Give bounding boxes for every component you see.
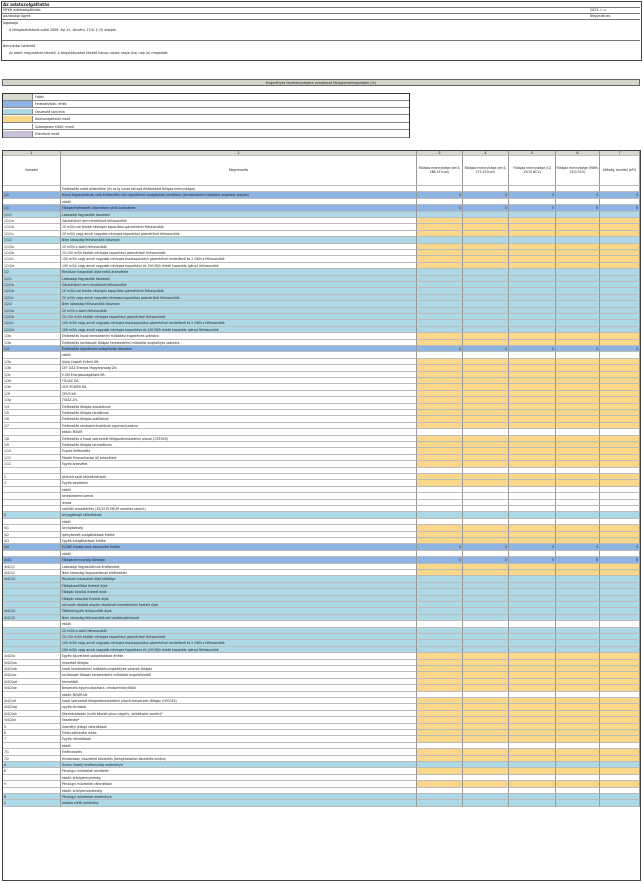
data-table <box>2 150 641 881</box>
row-code: 4/4/1/4 <box>3 608 61 614</box>
row-label: ebből: MAVIR-tól <box>61 692 417 698</box>
divider <box>2 13 640 14</box>
row-label: Nem lakossági felhasználók összesen <box>61 301 417 307</box>
row-code: 1/1/2c <box>3 256 61 262</box>
row-label: 20-100 m3/h közötti névleges kapacitású gázmérővel felhasználók <box>61 634 417 640</box>
header-cell: MFKH adatszolgáltatás <box>3 8 41 12</box>
legend-swatch <box>3 109 33 115</box>
divider <box>2 40 640 41</box>
row-label: ebből <box>61 352 417 358</box>
row-label: Többlet/egyéb felhasználói díjak <box>61 608 417 614</box>
row-code: 1/2/2b <box>3 314 61 320</box>
row-label: Értékesítés rendszerirányítónak egyensúlyozásra <box>61 423 417 429</box>
row-label: Értékesítés korlátozott földgáz kereskedelmi működési engedélyes számára <box>61 340 417 346</box>
row-label: ebből <box>61 621 417 627</box>
value-cell: 0 <box>556 544 600 550</box>
value-cell: 0 <box>556 192 600 198</box>
row-label: 100 m3/h vagy annál nagyobb névleges összkapacitású gázmérővel rendelkező és 2 GWh-s felhasználók <box>61 256 417 262</box>
row-code: 1/11 <box>3 455 61 461</box>
row-label: Lakossági fogyasztók összesen <box>61 212 417 218</box>
legend-row <box>3 124 409 131</box>
column-header: Földgáz mennyisége (MWh, 25/0 GCV) <box>556 156 600 186</box>
row-code: 4/4/2/af <box>3 698 61 704</box>
divider <box>2 7 640 8</box>
row-code: C <box>3 800 61 806</box>
legend-row <box>3 101 409 108</box>
column-number: 2 <box>61 151 417 156</box>
row-label: ebből <box>61 199 417 205</box>
row-code: 9 <box>3 781 61 787</box>
header-cell: gazdasági ügyek <box>3 14 31 18</box>
row-code: 1/2/2a <box>3 308 61 314</box>
row-label: Pénzügyi műveletek bevételei <box>61 768 417 774</box>
row-label: Veszteség* <box>61 717 417 723</box>
legend-swatch <box>3 116 33 122</box>
legend-label: Összesítő sor/cella <box>35 109 65 114</box>
row-label: CEF GÁZ Energia Magyarország Zrt. <box>61 365 417 371</box>
row-code: 1/6 <box>3 416 61 422</box>
row-code: 1/1/1c <box>3 231 61 237</box>
row-label: Földgázszállítási fizetett díjak <box>61 583 417 589</box>
row-code: 1/3b <box>3 340 61 346</box>
row-code: 4/4/1/3 <box>3 576 61 582</box>
row-code: 1/3g <box>3 397 61 403</box>
row-label: Földgáz tárolási fizetett díjak <box>61 589 417 595</box>
legend-swatch <box>3 94 33 100</box>
row-label: Értékesítés földgáz szállítónak <box>61 416 417 422</box>
row-code: 1/1/1 <box>3 212 61 218</box>
row-label: Aktivált saját teljesítmények <box>61 474 417 480</box>
row-label: Készletváltozás (nyitó készlet plusz negatív, zárókészlet pozitív)* <box>61 711 417 717</box>
row-label: TIGÁZ Zrt. <box>61 397 417 403</box>
row-label: Igénybevett szolgáltatások értéke <box>61 532 417 538</box>
row-code: 1/3e <box>3 384 61 390</box>
row-code: 1/3 <box>3 346 61 352</box>
row-label: 20-100 m3/h közötti névleges kapacitású gázmérővel felhasználók <box>61 250 417 256</box>
legend-row <box>3 131 409 138</box>
legend-row <box>3 116 409 123</box>
value-cell: 0 <box>556 346 600 352</box>
value-cell: 0 <box>509 205 556 211</box>
row-label: Hivatalosan visszatérő követelés (behajthatatlan követelés leírása) <box>61 756 417 762</box>
row-label: Üzemi (üzleti) tevékenység eredménye <box>61 762 417 768</box>
row-label: 20 m3/h vagy annál nagyobb névleges kapacitású gázmérővel felhasználók <box>61 231 417 237</box>
column-number: 5 <box>509 151 556 156</box>
row-label: Adózás előtti eredmény <box>61 800 417 806</box>
row-label: ebből <box>61 551 417 557</box>
row-code: 1/2/2d <box>3 327 61 333</box>
row-code: 7/2 <box>3 756 61 762</box>
deadline-label: Benyújtási határidő <box>3 44 36 48</box>
row-code: 1/3d <box>3 378 61 384</box>
row-label: 20 m3/h-s alatti felhasználók <box>61 628 417 634</box>
column-number: 3 <box>417 151 463 156</box>
legend-swatch <box>3 131 33 137</box>
row-code: 1/2/1a <box>3 282 61 288</box>
row-label: 20-100 m3/h közötti névleges kapacitású gázmérővel felhasználók <box>61 314 417 320</box>
row-code: 4/4/2/a <box>3 653 61 659</box>
row-code: 5 <box>3 724 61 730</box>
row-label: korlátozott földgáz kereskedelmi működési engedélyestől <box>61 672 417 678</box>
legend-label: Fedezeti/Kalk. érték <box>35 102 67 107</box>
section-banner: Engedélyes tevékenységére vonatkozó földgázmérlegadatok (%) <box>2 79 640 86</box>
legend-label: Adatszolgáltatói mező <box>35 117 71 122</box>
row-code: 1/4 <box>3 404 61 410</box>
column-number: 7 <box>600 151 640 156</box>
legend-row <box>3 109 409 116</box>
row-code: 4/1 <box>3 525 61 531</box>
value-cell: 0 <box>556 557 600 563</box>
row-code: 4/4/1/1 <box>3 564 61 570</box>
row-label: 20 m3/h-nál kisebb névleges kapacitású gázmérővel felhasználók <box>61 288 417 294</box>
row-code: 4/4/2/ad <box>3 679 61 685</box>
row-label: Értékcsökkenési leírás <box>61 730 417 736</box>
row-code: 1/3b <box>3 365 61 371</box>
row-label: Lakossági fogyasztók összesen <box>61 276 417 282</box>
row-label: Alpiq Csepeli Erőmű Kft. <box>61 359 417 365</box>
row-code: 1/1/2a <box>3 244 61 250</box>
divider <box>2 19 640 20</box>
header-cell: 2023. I. n. <box>590 8 607 12</box>
row-code: 4/4/2/ag <box>3 704 61 710</box>
row-code: 1/1 <box>3 192 61 198</box>
row-label: Értékesítés a hazai szervezett földgázkereskedelmi piacon (CEEGEX) <box>61 436 417 442</box>
row-code: 1/2/2 <box>3 301 61 307</box>
row-label: 100 m3/h vagy annál nagyobb névleges összkapacitású gázmérővel rendelkező és 2 GWh-s felhasználók <box>61 320 417 326</box>
row-code: 3 <box>3 480 61 486</box>
row-code: 1/8 <box>3 436 61 442</box>
row-label: Egyéb árbevétel <box>61 461 417 467</box>
row-label: Anyagjellegű ráfordítások <box>61 512 417 518</box>
column-number: 1 <box>3 151 61 156</box>
row-code: 1/3c <box>3 372 61 378</box>
row-label: lemaz <box>61 500 417 506</box>
row-label: 100 m3/h vagy annál nagyobb névleges kapacitású és 100 MJ/h feletti kapacitás igényű felhasználók <box>61 327 417 333</box>
row-label: Lakossági fogyasztóknak értékesített <box>61 564 417 570</box>
row-code: 4/4/1 <box>3 557 61 563</box>
row-label: Földgázértékesítés árbevétele nettó árbevétele <box>61 205 417 211</box>
row-code: 4/4/2/ah <box>3 711 61 717</box>
row-label: Beszerzés egyensúlyozásra, rendszerirányítótól <box>61 685 417 691</box>
row-label: szállítói visszatérítés (35/2019 ERÜM rendelet szerint) <box>61 506 417 512</box>
row-label: Értékesítés hazai kereskedelmi működési engedélyes számára <box>61 333 417 339</box>
row-label: E.ON Energiaszolgáltató Kft. <box>61 372 417 378</box>
row-label: 20 m3/h-s alatti felhasználók <box>61 244 417 250</box>
row-code: 4/4/2/ai <box>3 717 61 723</box>
row-code: 4/4 <box>3 544 61 550</box>
row-code: 4/3 <box>3 538 61 544</box>
column-header: Földgáz mennyisége (GJ 15/15 NCV) <box>509 156 556 186</box>
row-code: 1/3a <box>3 359 61 365</box>
row-label: termelőtől <box>61 679 417 685</box>
value-cell <box>556 800 600 806</box>
row-code: 1/1/2d <box>3 263 61 269</box>
row-code: 4/4/2/ab <box>3 666 61 672</box>
value-cell: 0 <box>600 205 640 211</box>
value-cell <box>600 800 640 806</box>
row-label: Anyagköltség <box>61 525 417 531</box>
row-label: hazai kereskedelmi működési engedélyes vásárolt földgáz <box>61 666 417 672</box>
value-cell: 0 <box>600 346 640 352</box>
row-label: Importált földgáz <box>61 660 417 666</box>
value-cell: 0 <box>463 346 509 352</box>
legend <box>2 93 410 138</box>
value-cell: 0 <box>463 205 509 211</box>
row-code: 1/2/2c <box>3 320 61 326</box>
row-label: Értékesítés nettó árbevétele (év az Ig hozzá tartozó értékesített földgáz mennyiségei) <box>61 186 417 192</box>
value-cell: 0 <box>463 544 509 550</box>
row-label: 100 m3/h vagy annál nagyobb névleges kapacitású és 100 MJ/h feletti kapacitás igényű felhasználók <box>61 647 417 653</box>
row-code: 4/4/2/ac <box>3 672 61 678</box>
row-label: 20 m3/h vagy annál nagyobb névleges kapacitású gázmérővel felhasználók <box>61 295 417 301</box>
row-code: 1/3f <box>3 391 61 397</box>
value-cell: 0 <box>600 192 640 198</box>
row-code: 4/4/1/5 <box>3 615 61 621</box>
row-label: Nem lakossági fogyasztóknak értékesített <box>61 570 417 576</box>
row-label: Egyéb közvetített szolgáltatások értéke <box>61 653 417 659</box>
column-header: Földgáz mennyisége (em3, 288,15 K-on) <box>417 156 463 186</box>
row-label: 20 m3/h-nál kisebb névleges kapacitású gázmérővel felhasználók <box>61 224 417 230</box>
row-label: ebből <box>61 519 417 525</box>
row-label: Földgáz elosztási fizetett díjak <box>61 596 417 602</box>
row-label: ebből: árfolyamveszteség <box>61 788 417 794</box>
value-cell: 0 <box>417 544 463 550</box>
row-label: Modell finanszírozási díj árbevétele <box>61 455 417 461</box>
value-cell: 0 <box>556 205 600 211</box>
legend-swatch <box>3 124 33 130</box>
row-code: 1/1/1a <box>3 218 61 224</box>
row-code: 6 <box>3 730 61 736</box>
row-label: OPUS Kft. <box>61 391 417 397</box>
row-code: 1/1/2b <box>3 250 61 256</box>
basis-label: Jogalapja <box>3 21 19 25</box>
row-code: 1/2/1c <box>3 295 61 301</box>
row-label: Értékesítés földgáz elosztóknak <box>61 404 417 410</box>
row-code: A <box>3 762 61 768</box>
column-header: Megnevezés <box>61 156 417 186</box>
row-label: Nem lakossági felhasználók összesen <box>61 237 417 243</box>
row-label: ebből: MAVIR <box>61 429 417 435</box>
row-label: Rendszer használati díjak költsége <box>61 576 417 582</box>
row-code: B <box>3 794 61 800</box>
legend-row <box>3 94 409 101</box>
column-header: Költség, bevétel (eFt) <box>600 156 640 186</box>
row-label: Nem lakossági felhasználóknak továbbszámlázott <box>61 615 417 621</box>
row-label: ezf.során átadott alapján elszámolt kereskedelmi fizetett díjak <box>61 602 417 608</box>
row-code: 4 <box>3 512 61 518</box>
column-number: 4 <box>463 151 509 156</box>
deadline-text: Az adott negyedévet követő, a tárgyidőszakot követő hónap utolsó napja (ha) nap (a) megadott. <box>9 51 169 55</box>
row-code: 4/4/2/ae <box>3 685 61 691</box>
legend-swatch <box>3 101 33 107</box>
row-label: Pénzügyi műveletek eredménye <box>61 794 417 800</box>
row-code: 2 <box>3 474 61 480</box>
basis-text: A földgázellátásról szóló 2008. évi XL. törvény 17/A. § (3) alapján <box>9 28 117 32</box>
value-cell: 0 <box>417 205 463 211</box>
row-label: 20 m3/h-s alatti felhasználók <box>61 308 417 314</box>
value-cell: 0 <box>463 557 509 563</box>
row-label: Pénzügyi műveletek ráfordításai <box>61 781 417 787</box>
row-code: 1/2 <box>3 269 61 275</box>
row-label: ebből <box>61 487 417 493</box>
row-label: egyéb forrásból <box>61 704 417 710</box>
value-cell: 0 <box>417 346 463 352</box>
row-code: 1/10 <box>3 448 61 454</box>
row-label: 100 m3/h vagy annál nagyobb névleges összkapacitású gázmérővel rendelkező és 2 GWh-s felhasználók <box>61 640 417 646</box>
row-code: 8 <box>3 768 61 774</box>
row-code: 1/3a <box>3 333 61 339</box>
value-cell <box>417 800 463 806</box>
row-code: 4/2 <box>3 532 61 538</box>
row-label: Személyi jellegű ráfordítások <box>61 724 417 730</box>
row-label: FŐGÁZ Zrt. <box>61 378 417 384</box>
row-code: 1/1/2 <box>3 237 61 243</box>
row-code: 1/1 <box>3 205 61 211</box>
row-label: hazai szervezett földgázkereskedelmi piacról beszerzett földgáz (CEEGEX) <box>61 698 417 704</box>
row-label: Gázmérővel nem rendelkező felhasználók <box>61 282 417 288</box>
value-cell: 0 <box>600 557 640 563</box>
row-label: Értékesítés egyetemes szolgáltatók összesen <box>61 346 417 352</box>
value-cell <box>463 800 509 806</box>
row-label: 100 m3/h vagy annál nagyobb névleges kapacitású és 100 MJ/h feletti kapacitás igényű felhasználók <box>61 263 417 269</box>
value-cell: 0 <box>509 192 556 198</box>
row-label: Földgázmennyiség költsége <box>61 557 417 563</box>
row-label: ELÁBÉ eladott áruk beszerzési értéke <box>61 544 417 550</box>
column-header: Földgáz mennyisége (em3, 273,15 K-on) <box>463 156 509 186</box>
row-label: ebből: árfolyamnyereség <box>61 775 417 781</box>
row-label: Értékvesztés <box>61 749 417 755</box>
row-label: Egyéb bevételek <box>61 480 417 486</box>
row-label: Export értékesítés <box>61 448 417 454</box>
legend-label: Ellenőrző mező <box>35 132 60 136</box>
row-code: 1/9 <box>3 442 61 448</box>
row-label: Értékesítés földgáz termelőknek <box>61 442 417 448</box>
row-code: 1/2/1 <box>3 276 61 282</box>
row-label: kereskedelmi kamat <box>61 493 417 499</box>
legend-label: Fejléc <box>35 95 45 99</box>
row-code: 1/12 <box>3 461 61 467</box>
value-cell: 0 <box>417 557 463 563</box>
row-label: Hazai fogyasztóknak való értékesítés nem egyetemes szolgáltatás keretében (kereskedelmi működési engedély alapján) <box>61 192 417 198</box>
header-cell: Negyedéves <box>590 14 611 18</box>
row-label: Rendszer használati díjak nettó árbevétele <box>61 269 417 275</box>
row-label: Egyéb ráfordítások <box>61 736 417 742</box>
value-cell: 0 <box>417 192 463 198</box>
row-code: 4/4/1/2 <box>3 570 61 576</box>
value-cell: 0 <box>509 557 556 563</box>
row-code: 1/2/1b <box>3 288 61 294</box>
value-cell: 0 <box>600 544 640 550</box>
column-number: 6 <box>556 151 600 156</box>
value-cell <box>509 800 556 806</box>
row-label: Gázmérővel nem rendelkező felhasználók <box>61 218 417 224</box>
row-code: 4/4/2/aa <box>3 660 61 666</box>
row-label: GDF POWER Kft. <box>61 384 417 390</box>
row-code: 7 <box>3 736 61 742</box>
row-label: Értékesítés földgáz tárolóknak <box>61 410 417 416</box>
legend-label: Szövegesen kitölt. mező <box>35 124 74 129</box>
row-code: 1/5 <box>3 410 61 416</box>
row-label: ebből <box>61 743 417 749</box>
form-title: Az adatszolgáltatás <box>3 2 50 7</box>
column-header: Sorszám <box>3 156 61 186</box>
row-label: Egyéb szolgáltatások értéke <box>61 538 417 544</box>
value-cell: 0 <box>463 192 509 198</box>
row-code: 7/1 <box>3 749 61 755</box>
row-code: 1/1/1b <box>3 224 61 230</box>
value-cell: 0 <box>509 346 556 352</box>
value-cell: 0 <box>509 544 556 550</box>
row-code: 1/7 <box>3 423 61 429</box>
